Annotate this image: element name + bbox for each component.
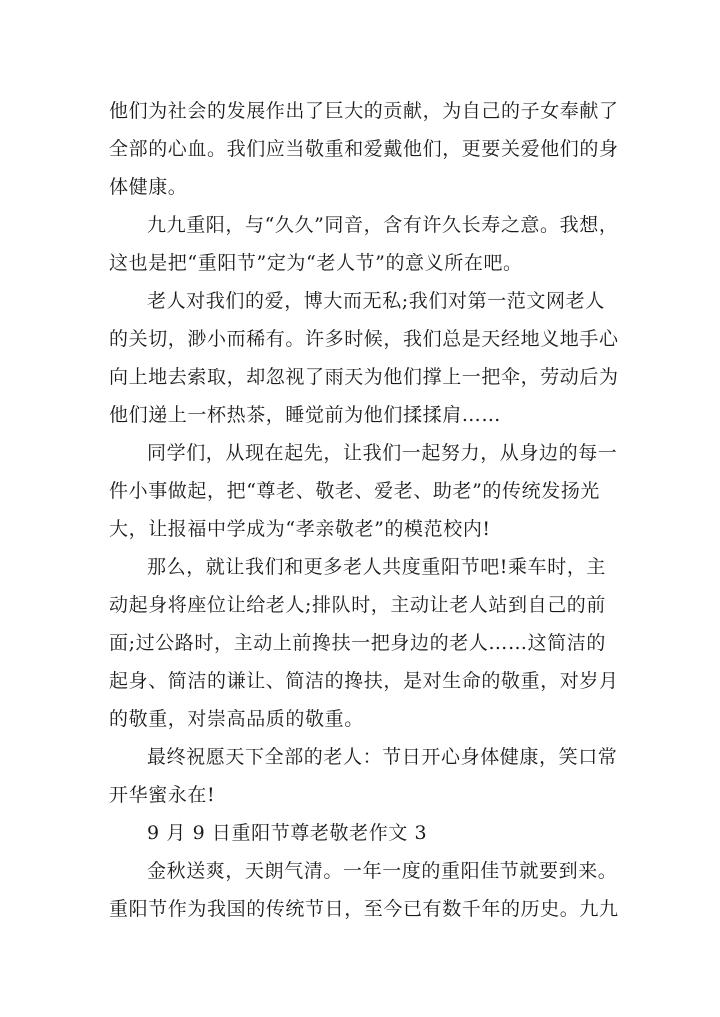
text-line: 向上地去索取，却忽视了雨天为他们撑上一把伞，劳动后为	[109, 366, 619, 388]
text-line: 老人对我们的爱，博大而无私;我们对第一范文网老人	[147, 290, 605, 312]
text-line: 重阳节作为我国的传统节日，至今已有数千年的历史。九九	[109, 898, 619, 920]
text-line: 他们为社会的发展作出了巨大的贡献，为自己的子女奉献了	[109, 100, 619, 122]
text-line: 动起身将座位让给老人;排队时，主动让老人站到自己的前	[109, 594, 607, 616]
text-line: 金秋送爽，天朗气清。一年一度的重阳佳节就要到来。	[147, 860, 618, 882]
text-line: 全部的心血。我们应当敬重和爱戴他们，更要关爱他们的身	[109, 138, 619, 160]
section-heading: 9 月 9 日重阳节尊老敬老作文 3	[147, 822, 428, 844]
text-line: 的关切，渺小而稀有。许多时候，我们总是天经地义地手心	[109, 328, 619, 350]
text-line: 那么，就让我们和更多老人共度重阳节吧!乘车时，主	[147, 556, 607, 578]
text-line: 开华蜜永在!	[109, 784, 216, 806]
document-body	[109, 92, 619, 928]
text-line: 最终祝愿天下全部的老人：节日开心身体健康，笑口常	[147, 746, 618, 768]
text-line: 面;过公路时，主动上前搀扶一把身边的老人……这简洁的	[109, 632, 607, 654]
text-line: 九九重阳，与“久久”同音，含有许久长寿之意。我想，	[147, 214, 619, 236]
text-line: 的敬重，对崇高品质的敬重。	[109, 708, 364, 730]
text-line: 体健康。	[109, 176, 188, 198]
text-line: 同学们，从现在起先，让我们一起努力，从身边的每一	[147, 442, 618, 464]
text-line: 他们递上一杯热茶，睡觉前为他们揉揉肩……	[109, 404, 502, 426]
text-line: 件小事做起，把“尊老、敬老、爱老、助老”的传统发扬光	[109, 480, 601, 502]
text-line: 这也是把“重阳节”定为“老人节”的意义所在吧。	[109, 252, 523, 274]
text-line: 起身、简洁的谦让、简洁的搀扶，是对生命的敬重，对岁月	[109, 670, 619, 692]
text-line: 大，让报福中学成为“孝亲敬老”的模范校内!	[109, 518, 491, 540]
